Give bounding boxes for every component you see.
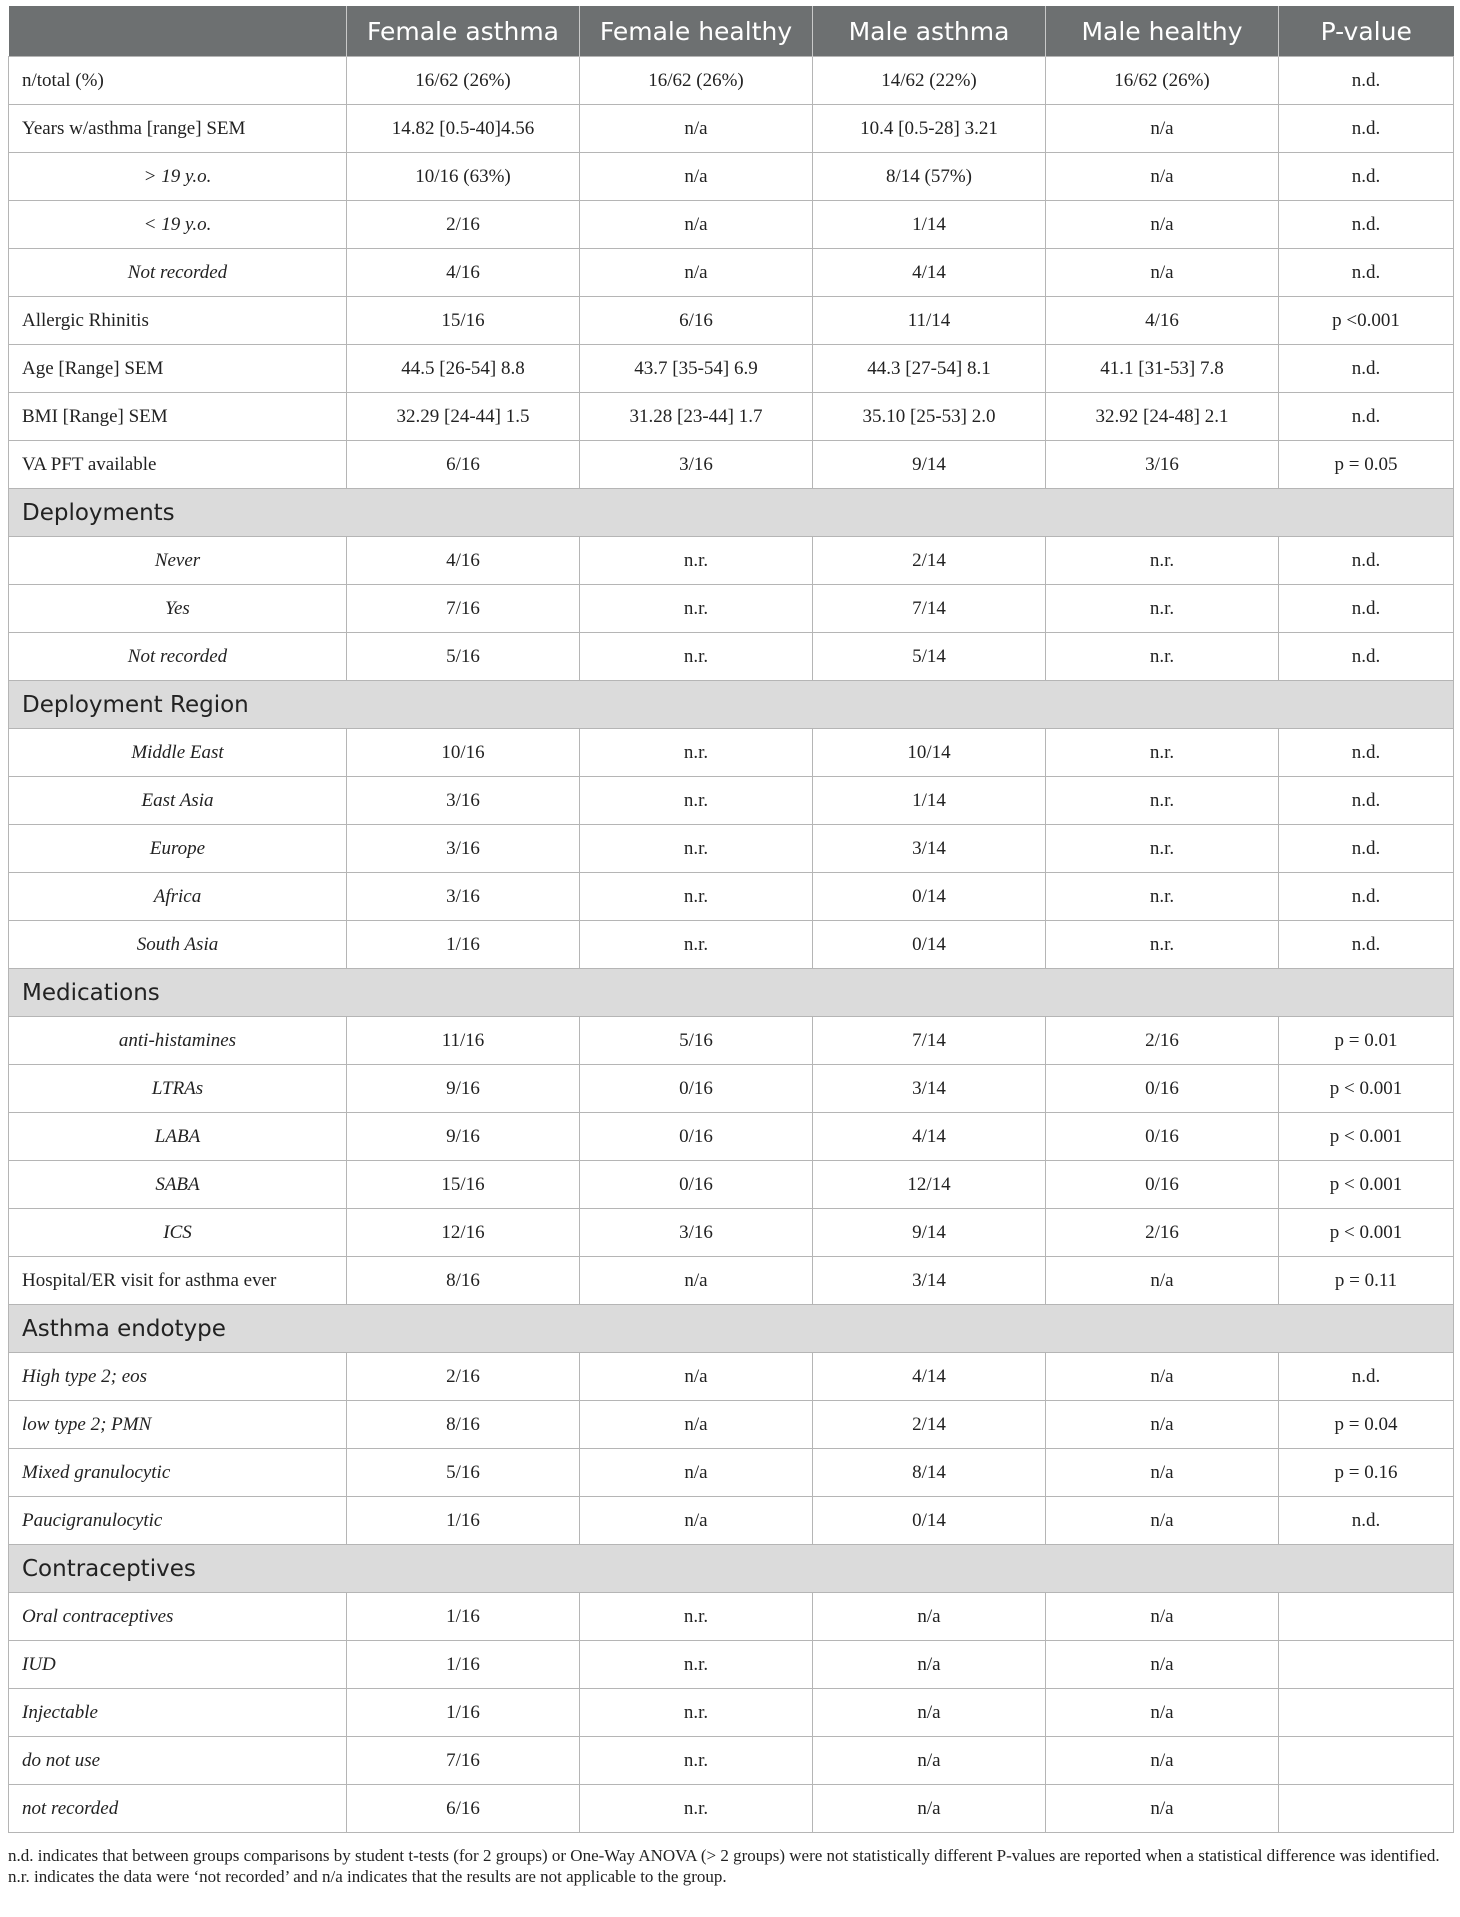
table-row <box>9 1449 1454 1497</box>
cell-male-asthma: 7/14 <box>813 1017 1046 1065</box>
table-row <box>9 393 1454 441</box>
cell-female-asthma: 8/16 <box>347 1401 580 1449</box>
cell-p-value <box>1279 1737 1454 1785</box>
cell-male-asthma: 0/14 <box>813 1497 1046 1545</box>
cell-male-healthy: n.r. <box>1046 633 1279 681</box>
table-row <box>9 1593 1454 1641</box>
cell-p-value <box>1279 1593 1454 1641</box>
cell-male-healthy: n.r. <box>1046 825 1279 873</box>
cell-male-healthy: n/a <box>1046 1737 1279 1785</box>
table-row <box>9 1689 1454 1737</box>
cell-p-value: p < 0.001 <box>1279 1065 1454 1113</box>
cell-male-asthma: 0/14 <box>813 921 1046 969</box>
row-label: n/total (%) <box>9 57 347 105</box>
cell-male-asthma: n/a <box>813 1737 1046 1785</box>
table-row <box>9 1161 1454 1209</box>
cell-female-healthy: n.r. <box>580 537 813 585</box>
section-title: Contraceptives <box>9 1545 1454 1593</box>
cell-p-value: n.d. <box>1279 1497 1454 1545</box>
table-row <box>9 1497 1454 1545</box>
header-cell-female-asthma: Female asthma <box>347 6 580 57</box>
cell-p-value: p < 0.001 <box>1279 1209 1454 1257</box>
section-title: Deployments <box>9 489 1454 537</box>
cell-female-healthy: n.r. <box>580 873 813 921</box>
cell-male-healthy: n.r. <box>1046 777 1279 825</box>
cohort-table <box>8 6 1454 1833</box>
cell-female-asthma: 10/16 (63%) <box>347 153 580 201</box>
row-label: IUD <box>9 1641 347 1689</box>
cell-male-healthy: 0/16 <box>1046 1161 1279 1209</box>
cell-p-value: n.d. <box>1279 345 1454 393</box>
cell-male-healthy: 32.92 [24-48] 2.1 <box>1046 393 1279 441</box>
cell-female-healthy: 43.7 [35-54] 6.9 <box>580 345 813 393</box>
cell-male-asthma: 2/14 <box>813 1401 1046 1449</box>
cell-p-value: n.d. <box>1279 1353 1454 1401</box>
cell-male-healthy: n/a <box>1046 1497 1279 1545</box>
cell-male-asthma: 44.3 [27-54] 8.1 <box>813 345 1046 393</box>
cell-female-asthma: 10/16 <box>347 729 580 777</box>
cell-p-value: n.d. <box>1279 729 1454 777</box>
cell-female-asthma: 7/16 <box>347 585 580 633</box>
table-row <box>9 729 1454 777</box>
cell-male-healthy: n/a <box>1046 201 1279 249</box>
cell-male-asthma: 1/14 <box>813 201 1046 249</box>
row-label: not recorded <box>9 1785 347 1833</box>
header-cell-male-asthma: Male asthma <box>813 6 1046 57</box>
cell-male-healthy: 0/16 <box>1046 1113 1279 1161</box>
cell-male-healthy: 3/16 <box>1046 441 1279 489</box>
cell-female-asthma: 4/16 <box>347 537 580 585</box>
cell-male-healthy: 0/16 <box>1046 1065 1279 1113</box>
table-row <box>9 1641 1454 1689</box>
cell-male-healthy: n/a <box>1046 105 1279 153</box>
cell-female-healthy: n.r. <box>580 729 813 777</box>
cell-female-healthy: n.r. <box>580 1641 813 1689</box>
table-row <box>9 537 1454 585</box>
section-header-row <box>9 681 1454 729</box>
table-row <box>9 201 1454 249</box>
table-row <box>9 345 1454 393</box>
row-label: ICS <box>9 1209 347 1257</box>
table-header <box>9 6 1454 57</box>
table-row <box>9 57 1454 105</box>
cell-female-asthma: 1/16 <box>347 921 580 969</box>
cell-p-value: n.d. <box>1279 201 1454 249</box>
cell-male-healthy: n/a <box>1046 1353 1279 1401</box>
row-label: South Asia <box>9 921 347 969</box>
cell-female-asthma: 3/16 <box>347 825 580 873</box>
cell-female-asthma: 16/62 (26%) <box>347 57 580 105</box>
header-cell-label <box>9 6 347 57</box>
cell-p-value: n.d. <box>1279 537 1454 585</box>
cell-male-asthma: 11/14 <box>813 297 1046 345</box>
cell-male-healthy: 2/16 <box>1046 1209 1279 1257</box>
header-row <box>9 6 1454 57</box>
cell-female-asthma: 3/16 <box>347 873 580 921</box>
table-body <box>9 57 1454 1833</box>
cell-female-healthy: 3/16 <box>580 1209 813 1257</box>
cell-female-asthma: 15/16 <box>347 1161 580 1209</box>
table-row <box>9 633 1454 681</box>
table-row <box>9 441 1454 489</box>
row-label: Paucigranulocytic <box>9 1497 347 1545</box>
cell-p-value: n.d. <box>1279 249 1454 297</box>
cell-male-healthy: n/a <box>1046 1785 1279 1833</box>
row-label: Injectable <box>9 1689 347 1737</box>
cell-female-healthy: n/a <box>580 1257 813 1305</box>
cell-male-asthma: 3/14 <box>813 1065 1046 1113</box>
cell-p-value: p < 0.001 <box>1279 1113 1454 1161</box>
cell-male-asthma: 2/14 <box>813 537 1046 585</box>
row-label: BMI [Range] SEM <box>9 393 347 441</box>
cell-p-value: p < 0.001 <box>1279 1161 1454 1209</box>
cell-male-asthma: 12/14 <box>813 1161 1046 1209</box>
section-title: Medications <box>9 969 1454 1017</box>
cell-p-value: p = 0.01 <box>1279 1017 1454 1065</box>
row-label: LABA <box>9 1113 347 1161</box>
cell-female-asthma: 1/16 <box>347 1497 580 1545</box>
cell-female-asthma: 12/16 <box>347 1209 580 1257</box>
table-row <box>9 825 1454 873</box>
row-label: > 19 y.o. <box>9 153 347 201</box>
table-row <box>9 921 1454 969</box>
row-label: Not recorded <box>9 249 347 297</box>
cell-male-asthma: 10.4 [0.5-28] 3.21 <box>813 105 1046 153</box>
cell-p-value: n.d. <box>1279 777 1454 825</box>
cell-male-healthy: n/a <box>1046 249 1279 297</box>
cell-male-healthy: n/a <box>1046 1257 1279 1305</box>
cell-male-asthma: n/a <box>813 1641 1046 1689</box>
cell-female-healthy: n.r. <box>580 633 813 681</box>
row-label: Yes <box>9 585 347 633</box>
table-row <box>9 1737 1454 1785</box>
cell-p-value: n.d. <box>1279 873 1454 921</box>
row-label: Not recorded <box>9 633 347 681</box>
header-cell-p-value: P-value <box>1279 6 1454 57</box>
cell-male-healthy: n/a <box>1046 1641 1279 1689</box>
cell-female-healthy: 5/16 <box>580 1017 813 1065</box>
cell-female-asthma: 9/16 <box>347 1113 580 1161</box>
cell-male-asthma: 1/14 <box>813 777 1046 825</box>
table-row <box>9 1017 1454 1065</box>
cell-female-asthma: 2/16 <box>347 1353 580 1401</box>
table-row <box>9 1113 1454 1161</box>
table-row <box>9 1209 1454 1257</box>
cell-male-healthy: 16/62 (26%) <box>1046 57 1279 105</box>
cell-p-value: n.d. <box>1279 153 1454 201</box>
cell-female-healthy: n.r. <box>580 1593 813 1641</box>
cell-p-value: n.d. <box>1279 105 1454 153</box>
section-header-row <box>9 969 1454 1017</box>
row-label: Europe <box>9 825 347 873</box>
row-label: Middle East <box>9 729 347 777</box>
section-title: Asthma endotype <box>9 1305 1454 1353</box>
table-row <box>9 249 1454 297</box>
cell-male-healthy: n.r. <box>1046 585 1279 633</box>
cell-male-healthy: n/a <box>1046 1449 1279 1497</box>
section-header-row <box>9 1545 1454 1593</box>
cell-female-asthma: 14.82 [0.5-40]4.56 <box>347 105 580 153</box>
cell-p-value <box>1279 1689 1454 1737</box>
section-header-row <box>9 1305 1454 1353</box>
cell-p-value: p <0.001 <box>1279 297 1454 345</box>
cell-female-healthy: n/a <box>580 201 813 249</box>
table-row <box>9 873 1454 921</box>
cell-male-asthma: 5/14 <box>813 633 1046 681</box>
cell-female-asthma: 15/16 <box>347 297 580 345</box>
header-cell-male-healthy: Male healthy <box>1046 6 1279 57</box>
cell-male-asthma: 0/14 <box>813 873 1046 921</box>
cell-female-asthma: 5/16 <box>347 1449 580 1497</box>
cell-female-asthma: 6/16 <box>347 1785 580 1833</box>
cell-female-healthy: n.r. <box>580 921 813 969</box>
cell-female-asthma: 2/16 <box>347 201 580 249</box>
section-title: Deployment Region <box>9 681 1454 729</box>
cell-p-value: n.d. <box>1279 825 1454 873</box>
row-label: Mixed granulocytic <box>9 1449 347 1497</box>
row-label: East Asia <box>9 777 347 825</box>
cell-male-asthma: 4/14 <box>813 249 1046 297</box>
cell-female-healthy: n.r. <box>580 585 813 633</box>
cell-male-asthma: 35.10 [25-53] 2.0 <box>813 393 1046 441</box>
cell-female-asthma: 8/16 <box>347 1257 580 1305</box>
cell-male-healthy: n/a <box>1046 1689 1279 1737</box>
header-cell-female-healthy: Female healthy <box>580 6 813 57</box>
cell-male-healthy: 41.1 [31-53] 7.8 <box>1046 345 1279 393</box>
cell-female-asthma: 11/16 <box>347 1017 580 1065</box>
cell-male-healthy: n/a <box>1046 1593 1279 1641</box>
cell-p-value: p = 0.05 <box>1279 441 1454 489</box>
table-row <box>9 1401 1454 1449</box>
cell-male-healthy: 2/16 <box>1046 1017 1279 1065</box>
cell-female-healthy: 16/62 (26%) <box>580 57 813 105</box>
cell-p-value: n.d. <box>1279 921 1454 969</box>
cell-female-healthy: n/a <box>580 153 813 201</box>
cell-male-asthma: n/a <box>813 1593 1046 1641</box>
cell-female-healthy: n.r. <box>580 1785 813 1833</box>
cell-female-healthy: 31.28 [23-44] 1.7 <box>580 393 813 441</box>
row-label: High type 2; eos <box>9 1353 347 1401</box>
cell-female-healthy: n.r. <box>580 1689 813 1737</box>
table-row <box>9 297 1454 345</box>
cell-p-value: n.d. <box>1279 57 1454 105</box>
cell-female-asthma: 5/16 <box>347 633 580 681</box>
table-row <box>9 105 1454 153</box>
table-row <box>9 1065 1454 1113</box>
row-label: Years w/asthma [range] SEM <box>9 105 347 153</box>
cell-p-value <box>1279 1641 1454 1689</box>
cell-p-value: p = 0.16 <box>1279 1449 1454 1497</box>
cell-male-asthma: 8/14 (57%) <box>813 153 1046 201</box>
cell-female-asthma: 9/16 <box>347 1065 580 1113</box>
table-row <box>9 153 1454 201</box>
cell-female-asthma: 32.29 [24-44] 1.5 <box>347 393 580 441</box>
cell-female-healthy: 3/16 <box>580 441 813 489</box>
table-row <box>9 777 1454 825</box>
cell-male-healthy: n/a <box>1046 153 1279 201</box>
row-label: Allergic Rhinitis <box>9 297 347 345</box>
row-label: < 19 y.o. <box>9 201 347 249</box>
cell-female-healthy: n/a <box>580 1449 813 1497</box>
cell-female-healthy: n/a <box>580 1497 813 1545</box>
row-label: Africa <box>9 873 347 921</box>
cell-male-asthma: 3/14 <box>813 825 1046 873</box>
cell-male-asthma: 10/14 <box>813 729 1046 777</box>
cell-male-asthma: 4/14 <box>813 1113 1046 1161</box>
cell-male-asthma: n/a <box>813 1785 1046 1833</box>
row-label: Never <box>9 537 347 585</box>
cell-male-healthy: n.r. <box>1046 921 1279 969</box>
cell-male-healthy: n/a <box>1046 1401 1279 1449</box>
table-row <box>9 1353 1454 1401</box>
row-label: LTRAs <box>9 1065 347 1113</box>
cell-female-asthma: 1/16 <box>347 1641 580 1689</box>
cell-male-asthma: 7/14 <box>813 585 1046 633</box>
cell-male-asthma: 14/62 (22%) <box>813 57 1046 105</box>
row-label: Age [Range] SEM <box>9 345 347 393</box>
cell-p-value <box>1279 1785 1454 1833</box>
cell-male-asthma: 9/14 <box>813 441 1046 489</box>
cell-female-asthma: 4/16 <box>347 249 580 297</box>
cell-female-asthma: 44.5 [26-54] 8.8 <box>347 345 580 393</box>
section-header-row <box>9 489 1454 537</box>
cell-male-healthy: n.r. <box>1046 873 1279 921</box>
cell-female-healthy: 0/16 <box>580 1161 813 1209</box>
cell-male-asthma: 9/14 <box>813 1209 1046 1257</box>
row-label: Hospital/ER visit for asthma ever <box>9 1257 347 1305</box>
cell-male-healthy: n.r. <box>1046 729 1279 777</box>
row-label: Oral contraceptives <box>9 1593 347 1641</box>
cell-female-healthy: n/a <box>580 105 813 153</box>
cell-female-asthma: 1/16 <box>347 1593 580 1641</box>
row-label: anti-histamines <box>9 1017 347 1065</box>
cell-female-healthy: n.r. <box>580 825 813 873</box>
cell-male-healthy: n.r. <box>1046 537 1279 585</box>
row-label: low type 2; PMN <box>9 1401 347 1449</box>
row-label: VA PFT available <box>9 441 347 489</box>
cell-female-healthy: 0/16 <box>580 1065 813 1113</box>
row-label: SABA <box>9 1161 347 1209</box>
cell-p-value: n.d. <box>1279 393 1454 441</box>
cell-p-value: p = 0.04 <box>1279 1401 1454 1449</box>
table-row <box>9 1257 1454 1305</box>
cell-male-asthma: n/a <box>813 1689 1046 1737</box>
cell-male-asthma: 8/14 <box>813 1449 1046 1497</box>
cell-female-healthy: n/a <box>580 1401 813 1449</box>
cell-female-asthma: 1/16 <box>347 1689 580 1737</box>
cell-female-healthy: 0/16 <box>580 1113 813 1161</box>
cell-female-healthy: 6/16 <box>580 297 813 345</box>
cell-male-asthma: 3/14 <box>813 1257 1046 1305</box>
cell-female-asthma: 3/16 <box>347 777 580 825</box>
cell-male-asthma: 4/14 <box>813 1353 1046 1401</box>
cell-p-value: n.d. <box>1279 585 1454 633</box>
cell-female-asthma: 6/16 <box>347 441 580 489</box>
cell-p-value: p = 0.11 <box>1279 1257 1454 1305</box>
row-label: do not use <box>9 1737 347 1785</box>
cell-male-healthy: 4/16 <box>1046 297 1279 345</box>
table-row <box>9 1785 1454 1833</box>
cell-female-asthma: 7/16 <box>347 1737 580 1785</box>
cell-p-value: n.d. <box>1279 633 1454 681</box>
cell-female-healthy: n.r. <box>580 777 813 825</box>
cell-female-healthy: n/a <box>580 249 813 297</box>
table-container <box>8 6 1453 1887</box>
table-footnote: n.d. indicates that between groups comparisons by student t-tests (for 2 groups) or One-Way ANOVA (> 2 groups) were not statistically different P-values are reported when a statistical difference was identified. n.r. indicates the data were ‘not recorded’ and n/a indicates that the results are not applicable to the group. <box>8 1846 1440 1886</box>
table-row <box>9 585 1454 633</box>
cell-female-healthy: n/a <box>580 1353 813 1401</box>
cell-female-healthy: n.r. <box>580 1737 813 1785</box>
